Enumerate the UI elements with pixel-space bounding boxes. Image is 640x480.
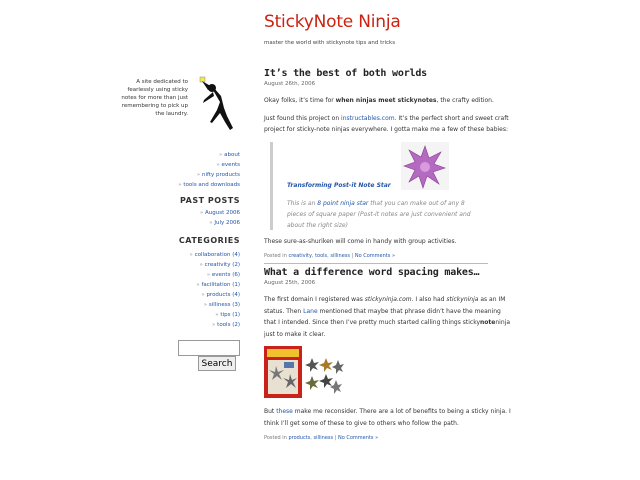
post-paragraph: These sure-as-shuriken will come in handy with group activities. <box>264 237 457 245</box>
site-intro: A site dedicated to fearlessly using sticky notes for more than just remembering to pick up the laundry. <box>121 79 188 117</box>
category-link[interactable]: tools <box>315 253 328 259</box>
category-link[interactable]: events (6) <box>211 272 240 278</box>
shuriken-stars-image[interactable] <box>304 356 344 396</box>
nav-link-about[interactable]: about <box>224 152 240 158</box>
text: , the crafty edition. <box>436 97 494 104</box>
post-paragraph <box>264 406 514 429</box>
categories-heading: CATEGORIES <box>178 236 240 245</box>
ninja-star-link[interactable]: 8 point ninja star <box>317 199 369 207</box>
past-posts-list <box>200 208 240 228</box>
nav-link-nifty-products[interactable]: nifty products <box>201 172 240 178</box>
text: This is an <box>287 199 318 207</box>
these-link[interactable]: these <box>276 408 293 415</box>
shuriken-product-images <box>264 346 514 400</box>
bold-text: note <box>480 319 496 326</box>
text: mentioned that maybe that phrase didn’t have the meaning that I intended. Since then I’ve pretty much started calling things sticky <box>264 307 501 326</box>
nav-link-events[interactable]: events <box>221 162 240 168</box>
post-date: August 25th, 2006 <box>264 280 316 286</box>
post-title[interactable]: What a difference word spacing makes… <box>264 267 480 278</box>
bold-text: when ninjas meet stickynotes <box>335 97 437 104</box>
post-paragraph <box>264 113 514 136</box>
post <box>264 267 514 441</box>
text: as an IM status. Then <box>264 296 506 315</box>
quote-text <box>287 198 483 231</box>
category-link[interactable]: creativity (2) <box>204 262 240 268</box>
instructables-link[interactable]: instructables.com <box>341 114 395 122</box>
category-link[interactable]: tips (1) <box>220 312 240 318</box>
nav-link-tools-downloads[interactable]: tools and downloads <box>183 182 240 188</box>
post-divider <box>264 263 488 264</box>
text: ninja just to make it clear. <box>264 319 510 338</box>
italic-text: stickyninja <box>446 296 479 303</box>
category-link[interactable]: collaboration (4) <box>194 252 240 258</box>
post <box>264 68 514 264</box>
text: . It’s the perfect short and sweet craft project for sticky-note ninjas everywhere. I gotta make me a few of these babies: <box>264 114 509 133</box>
italic-text: stickyninja.com <box>364 296 412 303</box>
archive-link[interactable]: August 2006 <box>205 210 240 216</box>
comments-link[interactable]: No Comments » <box>337 435 379 441</box>
post-paragraph <box>264 95 514 107</box>
categories-list <box>189 250 240 330</box>
post-meta: Posted in creativity, tools, silliness | No Comments » <box>264 253 395 259</box>
text: . I also had <box>411 296 447 303</box>
quote-title-link[interactable]: Transforming Post-it Note Star <box>287 181 391 189</box>
text: Just found this project on <box>264 114 342 122</box>
text: But <box>264 408 277 415</box>
category-link[interactable]: tools (2) <box>217 322 240 328</box>
main-content <box>264 68 514 441</box>
category-link[interactable]: products (4) <box>206 292 240 298</box>
post-meta: Posted in products, silliness | No Comments » <box>264 435 379 441</box>
category-link[interactable]: creativity <box>288 253 312 259</box>
category-link[interactable]: silliness (3) <box>208 302 240 308</box>
search-button[interactable]: Search <box>198 356 236 371</box>
comments-link[interactable]: No Comments » <box>354 253 395 259</box>
text: make me reconsider. There are a lot of benefits to being a sticky ninja. I think I’ll get some of these to give to others who follow the path. <box>264 408 511 427</box>
nav-menu <box>178 150 240 190</box>
text: The first domain I registered was <box>264 296 365 303</box>
ninja-logo-icon <box>198 76 238 134</box>
post-paragraph <box>264 294 514 340</box>
meta-prefix: Posted in <box>264 435 289 441</box>
post-title[interactable]: It’s the best of both worlds <box>264 68 427 79</box>
blockquote <box>270 142 514 230</box>
site-title[interactable]: StickyNote Ninja <box>264 12 401 32</box>
site-tagline: master the world with stickynote tips and tricks <box>264 40 396 46</box>
text: that you can make out of any 8 pieces of square paper (Post-it notes are just convenient and about the right size) <box>287 199 471 229</box>
post-date: August 26th, 2006 <box>264 81 316 87</box>
meta-prefix: Posted in <box>264 253 289 259</box>
lane-link[interactable]: Lane <box>303 307 318 315</box>
category-link[interactable]: silliness <box>330 253 350 259</box>
archive-link[interactable]: July 2006 <box>214 220 240 226</box>
category-link[interactable]: silliness <box>313 435 334 441</box>
ninja-star-image[interactable] <box>401 142 449 190</box>
category-link[interactable]: facilitation (1) <box>201 282 240 288</box>
past-posts-heading: PAST POSTS <box>180 196 240 205</box>
shuriken-package-image[interactable] <box>264 346 302 398</box>
text: Okay folks, it’s time for <box>264 97 336 104</box>
category-link[interactable]: products <box>288 435 311 441</box>
search-input[interactable] <box>178 340 240 356</box>
